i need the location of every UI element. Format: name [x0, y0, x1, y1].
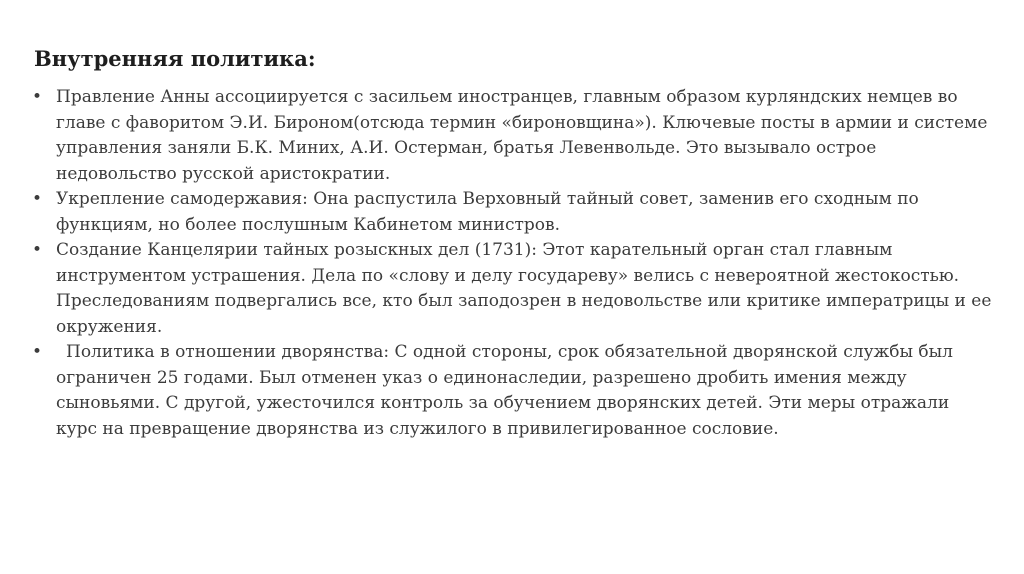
bullet-item-autocracy — [32, 187, 992, 238]
slide-heading: Внутренняя политика: — [34, 46, 316, 71]
bullet-item-anna-reign — [32, 85, 992, 187]
bullet-text: Политика в отношении дворянства: С одной стороны, срок обязательной дворянской службы был ограничен 25 годами. Был отменен указ о единонаследии, разрешено дробить имения между сыновьями. С другой, ужесточился контроль за обучением дворянских детей. Эти меры отражали курс на превращение дворянства из служилого в привилегированное сословие. — [56, 342, 953, 439]
bullet-text: Правление Анны ассоциируется с засильем иностранцев, главным образом курляндских немцев во главе с фаворитом Э.И. Бироном(отсюда термин «бироновщина»). Ключевые посты в армии и системе управления заняли Б.К. Миних, А.И. Остерман, братья Левенвольде. Это вызывало острое недовольство русской аристократии. — [56, 87, 988, 184]
bullet-item-secret-chancellery — [32, 238, 992, 340]
bullet-icon: • — [32, 342, 43, 362]
bullet-list — [32, 85, 992, 442]
bullet-text: Создание Канцелярии тайных розыскных дел (1731): Этот карательный орган стал главным инструментом устрашения. Дела по «слову и делу государеву» велись с невероятной жестокостью. Преследованиям подвергались все, кто был заподозрен в недовольстве или критике императрицы и ее окружения. — [56, 240, 992, 337]
bullet-item-nobility-policy — [32, 340, 992, 442]
bullet-icon: • — [32, 240, 43, 260]
bullet-icon: • — [32, 87, 43, 107]
bullet-text: Укрепление самодержавия: Она распустила Верховный тайный совет, заменив его сходным по функциям, но более послушным Кабинетом министров. — [56, 189, 919, 235]
bullet-icon: • — [32, 189, 43, 209]
